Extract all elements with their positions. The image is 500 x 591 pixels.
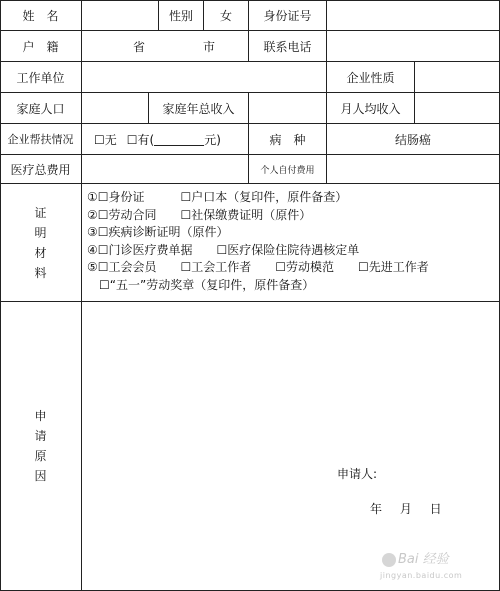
aid-amount-field[interactable] (154, 133, 204, 146)
reason-label-char: 请 (34, 429, 47, 443)
id-number-label: 身份证号 (249, 0, 327, 31)
watermark (380, 548, 490, 584)
materials-line[interactable]: ⑤☐工会会员 ☐工会工作者 ☐劳动模范 ☐先进工作者 (87, 260, 429, 274)
city-label: 市 (203, 39, 216, 54)
company-type-label: 企业性质 (327, 62, 415, 93)
province-label: 省 (133, 39, 146, 54)
per-capita-income-label: 月人均收入 (327, 93, 415, 124)
per-capita-income-field[interactable] (415, 93, 500, 124)
family-size-field[interactable] (82, 93, 149, 124)
applicant-label: 申请人: (337, 467, 378, 481)
medical-total-label: 医疗总费用 (0, 155, 82, 184)
medical-total-field[interactable] (82, 155, 249, 184)
hukou-field[interactable] (82, 31, 249, 62)
materials-label-char: 材 (34, 245, 47, 260)
materials-line[interactable]: ④☐门诊医疗费单据 ☐医疗保险住院待遇核定单 (87, 242, 360, 257)
reason-label-char: 因 (34, 469, 47, 483)
materials-label (0, 184, 82, 302)
yuan-unit: 元) (204, 132, 221, 147)
gender-label: 性别 (159, 0, 204, 31)
company-type-field[interactable] (415, 62, 500, 93)
work-unit-field[interactable] (82, 62, 327, 93)
materials-checklist (87, 189, 429, 294)
family-income-field[interactable] (249, 93, 327, 124)
materials-line[interactable]: ②☐劳动合同 ☐社保缴费证明（原件） (87, 207, 312, 222)
family-size-label: 家庭人口 (0, 93, 82, 124)
hukou-label: 户 籍 (0, 31, 82, 62)
paw-logo-icon (382, 553, 396, 567)
materials-line[interactable]: ☐“五一”劳动奖章（复印件，原件备查） (87, 277, 315, 292)
materials-label-char: 料 (34, 265, 47, 280)
aid-yes-checkbox[interactable]: ☐有( (126, 132, 155, 147)
materials-label-char: 明 (34, 225, 47, 240)
work-unit-label: 工作单位 (0, 62, 82, 93)
phone-field[interactable] (327, 31, 500, 62)
reason-label (0, 302, 82, 591)
self-pay-field[interactable] (327, 155, 500, 184)
reason-label-char: 申 (34, 409, 47, 423)
name-field[interactable] (82, 0, 159, 31)
watermark-url: jingyan.baidu.com (380, 571, 463, 580)
materials-label-char: 证 (34, 205, 47, 220)
disease-value[interactable]: 结肠癌 (327, 124, 500, 155)
name-label: 姓 名 (0, 0, 82, 31)
watermark-brand: Bai 经验 (398, 552, 449, 567)
phone-label: 联系电话 (249, 31, 327, 62)
disease-label: 病 种 (249, 124, 327, 155)
gender-value[interactable]: 女 (204, 0, 249, 31)
date-line: 年 月 日 (370, 502, 442, 516)
materials-line[interactable]: ③☐疾病诊断证明（原件） (87, 225, 229, 239)
company-aid-label: 企业帮扶情况 (0, 124, 82, 155)
materials-line[interactable]: ①☐身份证 ☐户口本（复印件，原件备查） (87, 190, 348, 204)
id-number-field[interactable] (327, 0, 500, 31)
family-income-label: 家庭年总收入 (149, 93, 249, 124)
aid-none-checkbox[interactable]: ☐无 (94, 132, 117, 147)
company-aid-options (82, 124, 249, 155)
reason-label-char: 原 (34, 449, 47, 463)
self-pay-label: 个人自付费用 (249, 155, 327, 184)
